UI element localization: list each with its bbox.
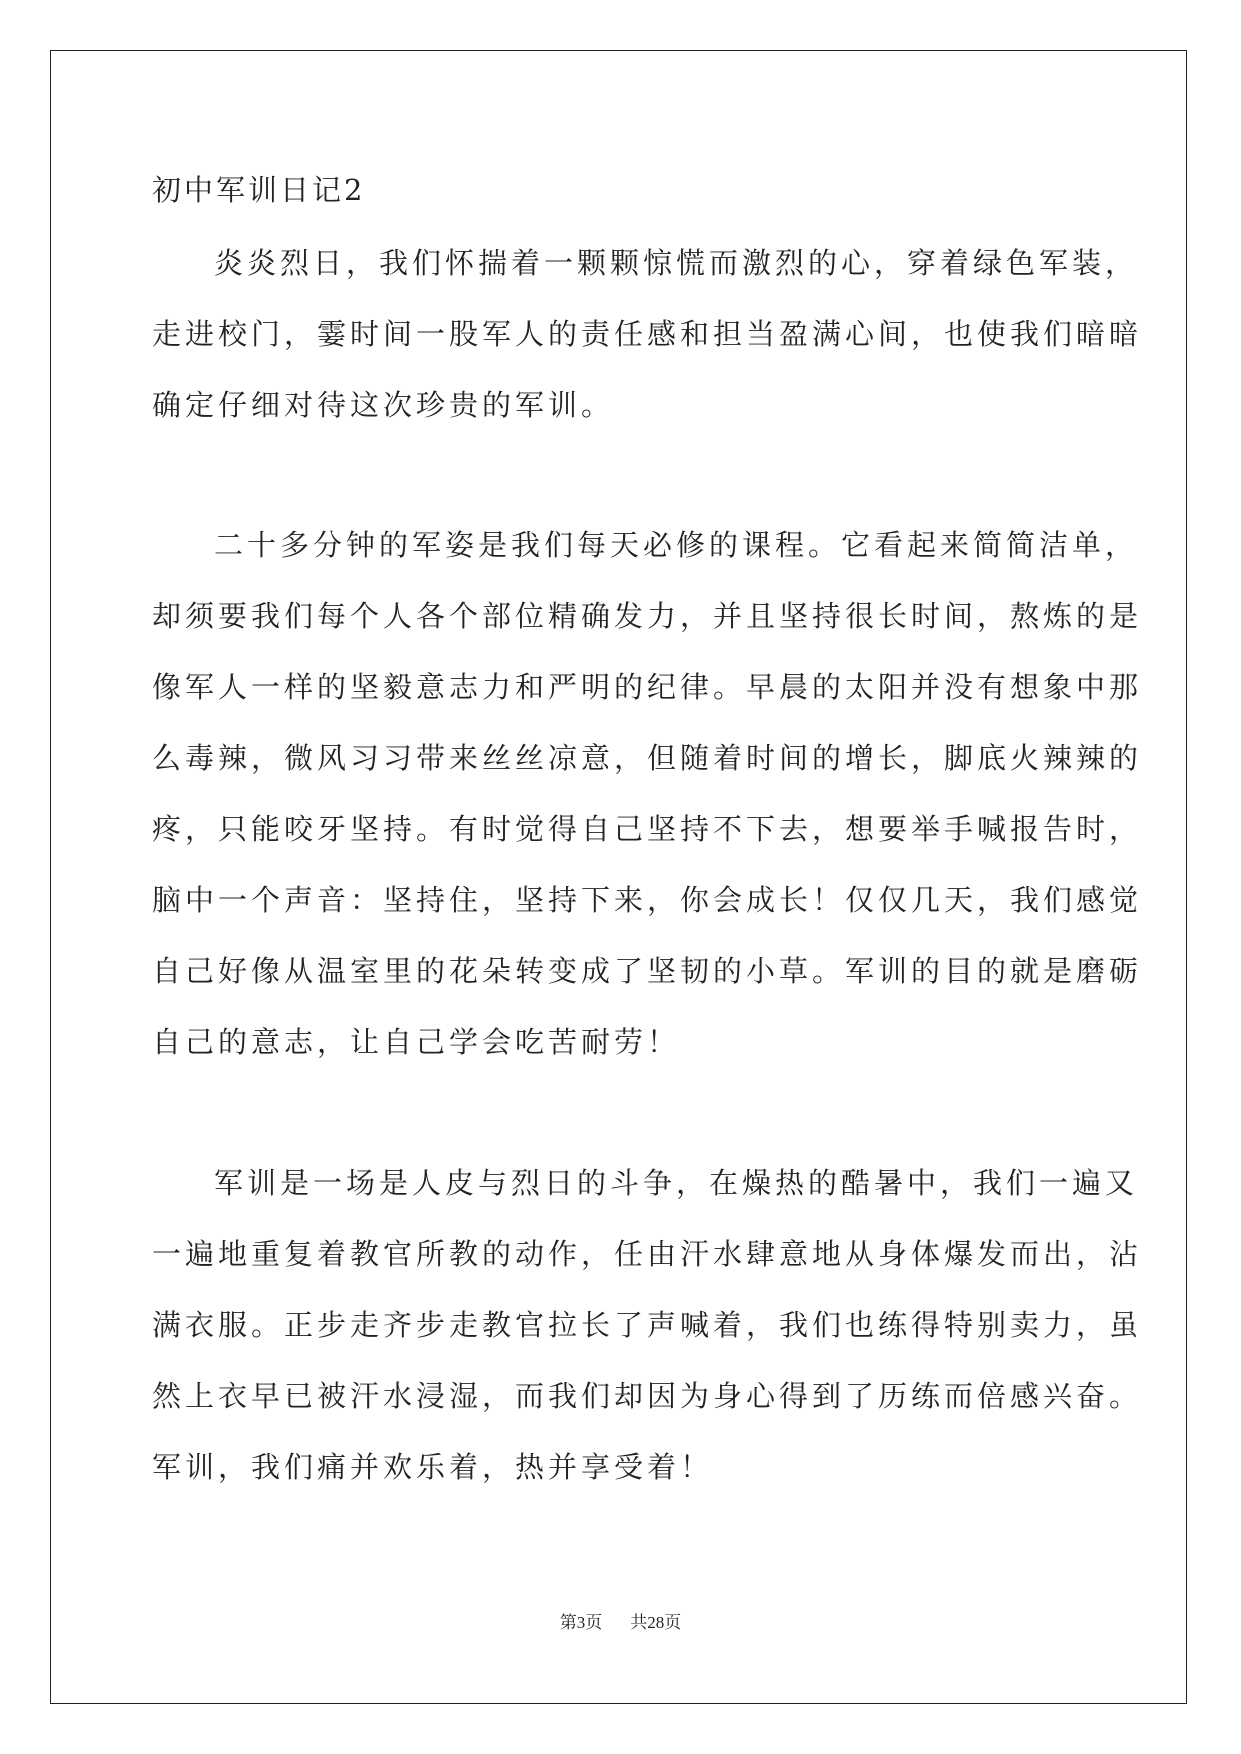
paragraph-1 bbox=[152, 240, 1143, 453]
paragraph-line: 走进校门，霎时间一股军人的责任感和担当盈满心间，也使我们暗暗 bbox=[152, 317, 1143, 351]
document-title: 初中军训日记2 bbox=[152, 173, 366, 207]
paragraph-line: 么毒辣，微风习习带来丝丝凉意，但随着时间的增长，脚底火辣辣的 bbox=[152, 741, 1143, 775]
paragraph-line: 一遍地重复着教官所教的动作，任由汗水肆意地从身体爆发而出，沾 bbox=[152, 1237, 1143, 1271]
paragraph-line: 自己的意志，让自己学会吃苦耐劳！ bbox=[152, 1025, 681, 1059]
paragraph-line: 军训，我们痛并欢乐着，热并享受着！ bbox=[152, 1450, 714, 1484]
paragraph-line: 确定仔细对待这次珍贵的军训。 bbox=[152, 388, 615, 422]
page-footer bbox=[0, 1608, 1241, 1633]
paragraph-line: 二十多分钟的军姿是我们每天必修的课程。它看起来简简洁单， bbox=[214, 528, 1139, 562]
paragraph-line: 像军人一样的坚毅意志力和严明的纪律。早晨的太阳并没有想象中那 bbox=[152, 670, 1143, 704]
paragraph-line: 满衣服。正步走齐步走教官拉长了声喊着，我们也练得特别卖力，虽 bbox=[152, 1308, 1143, 1342]
paragraph-line: 自己好像从温室里的花朵转变成了坚韧的小草。军训的目的就是磨砺 bbox=[152, 954, 1143, 988]
paragraph-line: 炎炎烈日，我们怀揣着一颗颗惊慌而激烈的心，穿着绿色军装， bbox=[214, 246, 1139, 280]
page-total: 共28页 bbox=[630, 1613, 682, 1632]
page-number: 第3页 bbox=[559, 1613, 603, 1632]
paragraph-3 bbox=[152, 1160, 1143, 1515]
paragraph-line: 疼，只能咬牙坚持。有时觉得自己坚持不下去，想要举手喊报告时， bbox=[152, 812, 1143, 846]
paragraph-line: 却须要我们每个人各个部位精确发力，并且坚持很长时间，熬炼的是 bbox=[152, 599, 1143, 633]
paragraph-line: 脑中一个声音：坚持住，坚持下来，你会成长！仅仅几天，我们感觉 bbox=[152, 883, 1143, 917]
paragraph-2 bbox=[152, 522, 1143, 1090]
paragraph-line: 军训是一场是人皮与烈日的斗争，在燥热的酷暑中，我们一遍又 bbox=[214, 1166, 1139, 1200]
paragraph-line: 然上衣早已被汗水浸湿，而我们却因为身心得到了历练而倍感兴奋。 bbox=[152, 1379, 1143, 1413]
